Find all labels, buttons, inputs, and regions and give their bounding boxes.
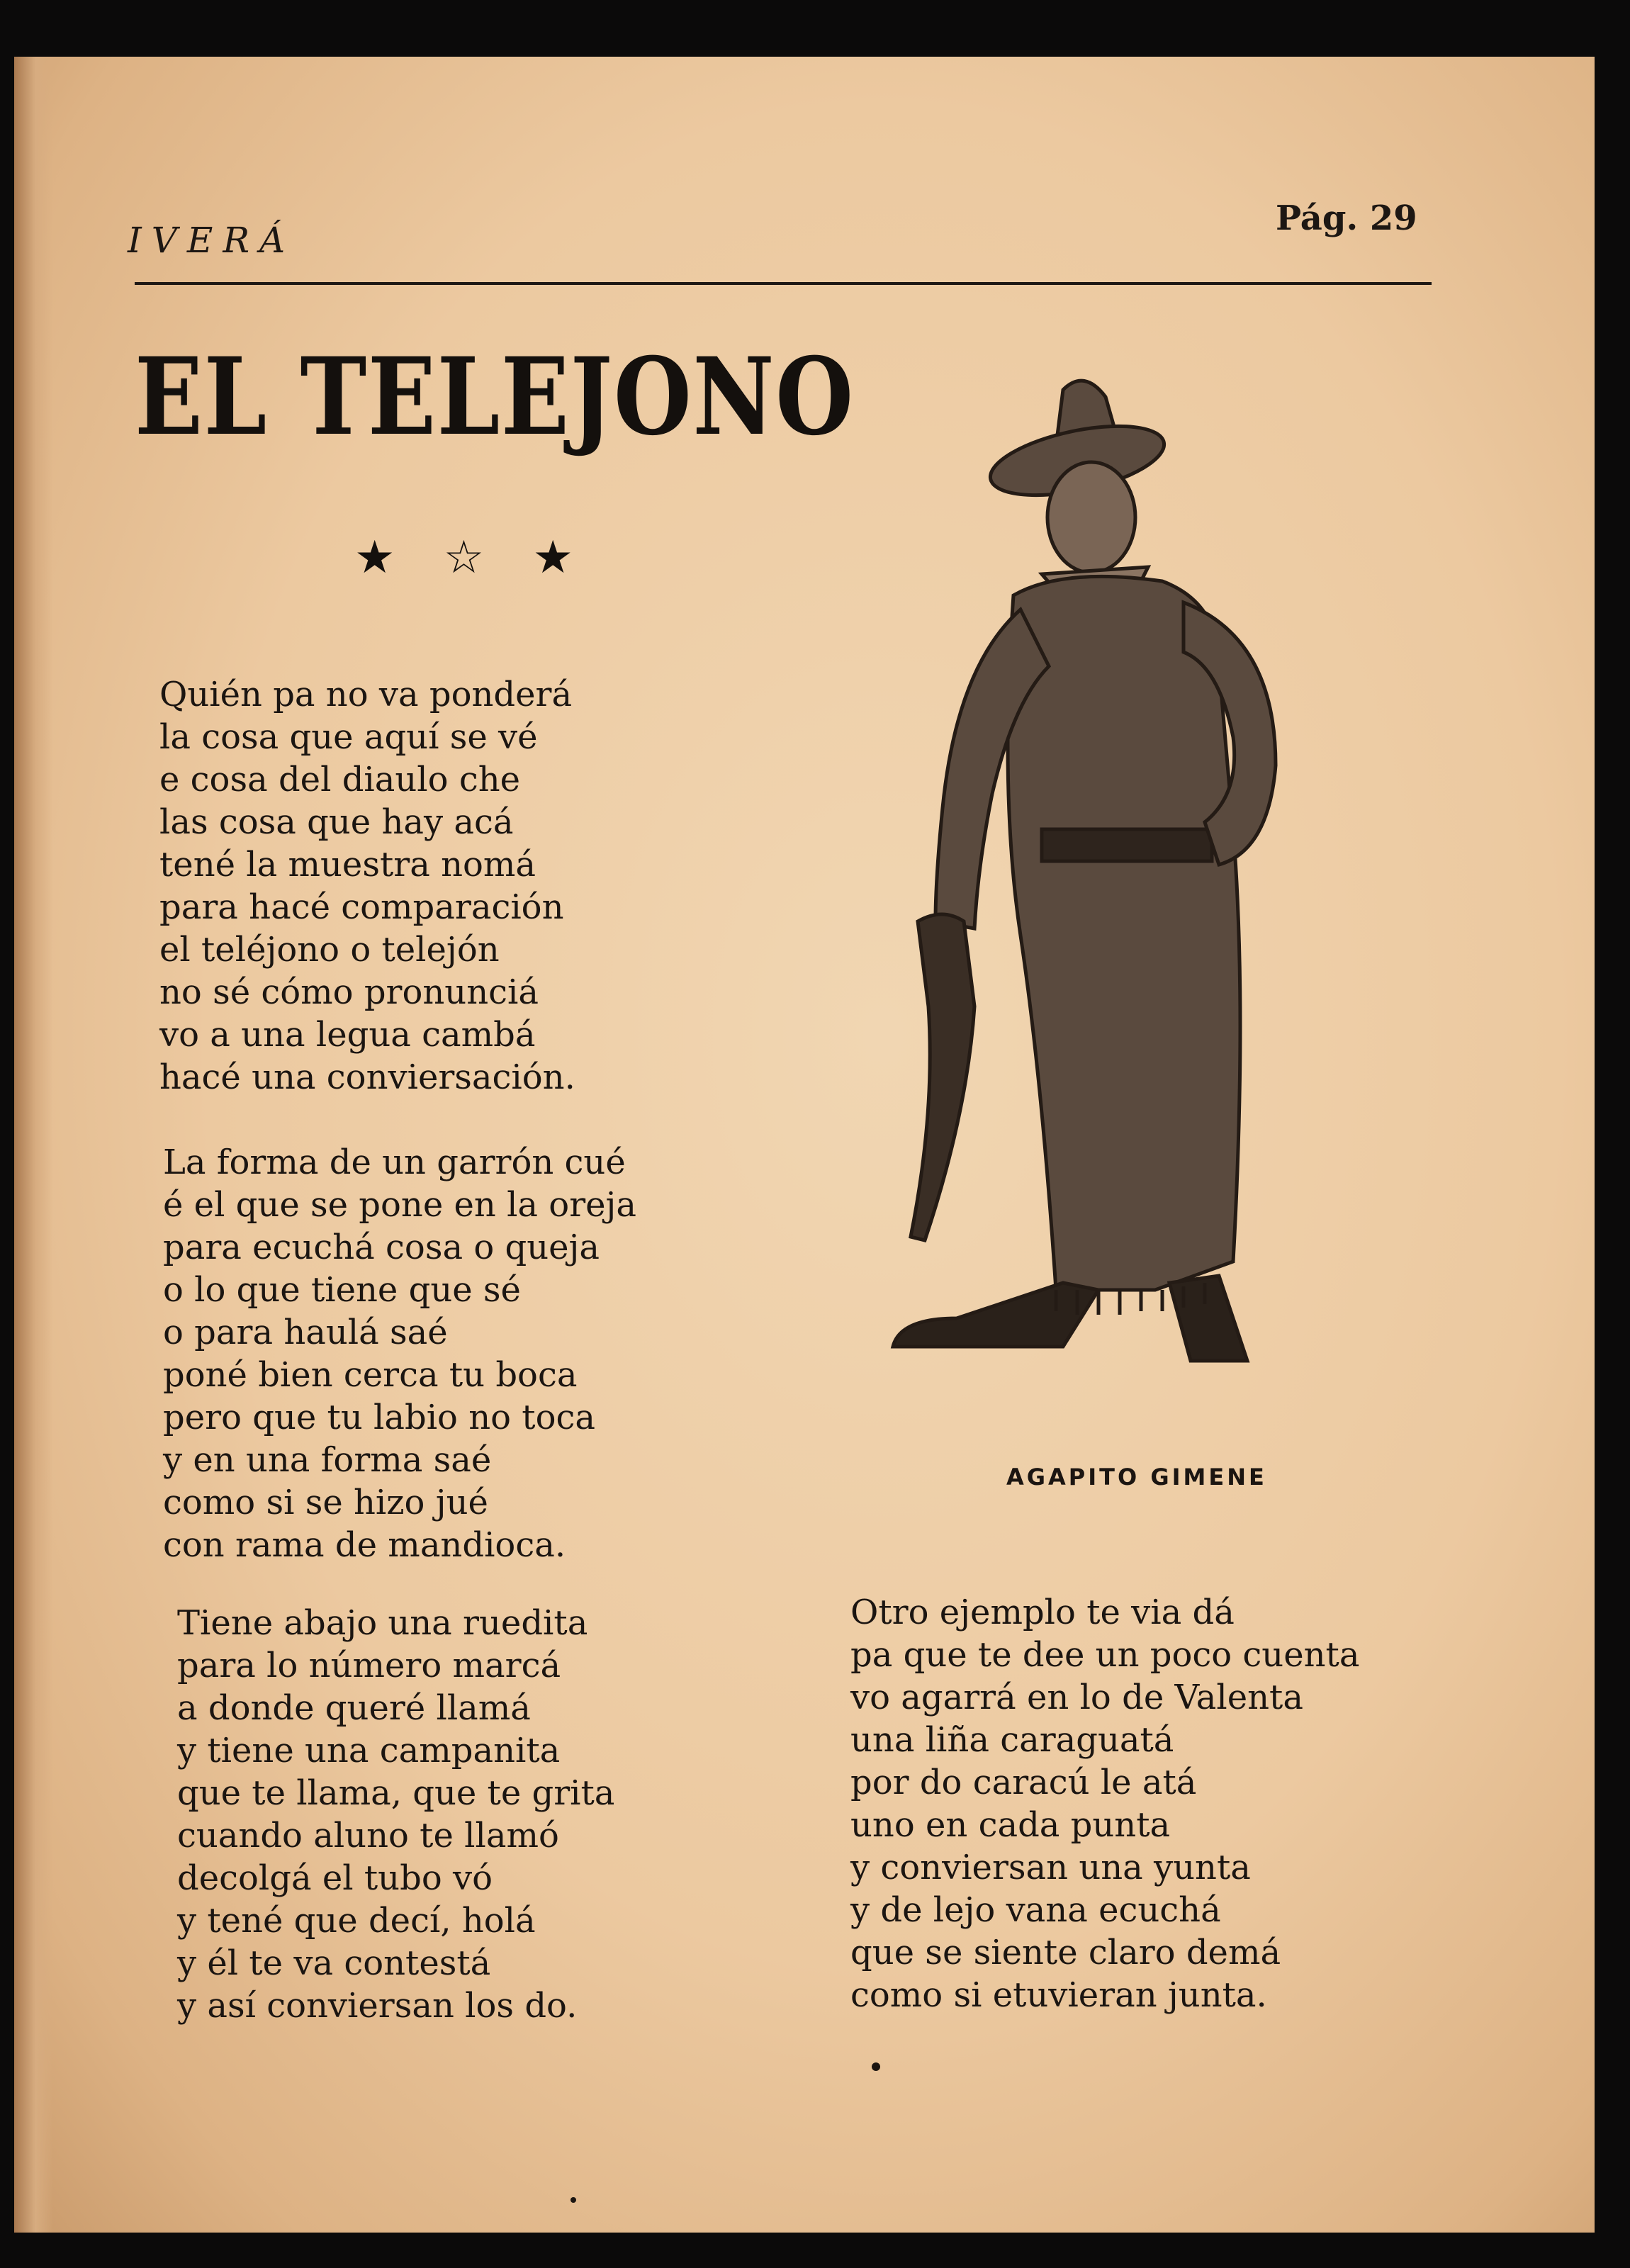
- poem-line: que te llama, que te grita: [177, 1773, 615, 1813]
- poem-line: con rama de mandioca.: [163, 1525, 566, 1565]
- poem-line: pa que te dee un poco cuenta: [850, 1635, 1360, 1675]
- stanza-1: [159, 673, 575, 1099]
- poem-line: o para haulá saé: [163, 1313, 448, 1352]
- stanza-3: [177, 1602, 614, 2027]
- poem-line: La forma de un garrón cué: [163, 1143, 626, 1182]
- poem-line: y en una forma saé: [163, 1440, 492, 1480]
- poem-line: poné bien cerca tu boca: [163, 1355, 578, 1395]
- gaucho-illustration: [850, 369, 1389, 1432]
- poem-line: como si etuvieran junta.: [850, 1975, 1267, 2015]
- poem-line: vo agarrá en lo de Valenta: [850, 1678, 1303, 1717]
- poem-line: por do caracú le atá: [850, 1763, 1197, 1802]
- belt: [1042, 829, 1212, 861]
- face: [1047, 462, 1135, 573]
- poem-line: Quién pa no va ponderá: [159, 675, 573, 714]
- coat: [1008, 576, 1240, 1290]
- star-ornament: ★ ☆ ★: [354, 532, 590, 584]
- poem-line: uno en cada punta: [850, 1805, 1171, 1845]
- header-rule: [135, 282, 1432, 285]
- poem-line: que se siente claro demá: [850, 1933, 1281, 1972]
- poem-line: el teléjono o telejón: [159, 930, 500, 970]
- book-page: [14, 57, 1595, 2233]
- stanza-4: [850, 1591, 1359, 2016]
- poem-line: para hacé comparación: [159, 887, 564, 927]
- poem-title: EL TELEJONO: [135, 335, 855, 459]
- poem-line: y de lejo vana ecuchá: [850, 1890, 1221, 1930]
- poem-line: para lo número marcá: [177, 1646, 561, 1685]
- stanza-2: [163, 1141, 636, 1566]
- poem-line: no sé cómo pronunciá: [159, 972, 539, 1012]
- poem-line: para ecuchá cosa o queja: [163, 1228, 600, 1267]
- poem-line: una liña caraguatá: [850, 1720, 1174, 1760]
- whip: [911, 914, 974, 1240]
- poem-line: y conviersan una yunta: [850, 1848, 1251, 1887]
- poem-line: y tené que decí, holá: [177, 1901, 536, 1941]
- poem-line: é el que se pone en la oreja: [163, 1185, 637, 1225]
- page-number: Pág. 29: [1276, 198, 1417, 238]
- poem-line: o lo que tiene que sé: [163, 1270, 521, 1310]
- left-boot: [893, 1283, 1098, 1347]
- poem-line: como si se hizo jué: [163, 1483, 488, 1522]
- poem-line: vo a una legua cambá: [159, 1015, 536, 1055]
- poem-line: decolgá el tubo vó: [177, 1858, 493, 1898]
- ink-speck: [570, 2197, 576, 2203]
- poem-line: y así conviersan los do.: [177, 1986, 578, 2026]
- poem-line: las cosa que hay acá: [159, 802, 514, 842]
- illustration-caption: AGAPITO GIMENE: [1006, 1464, 1267, 1491]
- poem-line: a donde queré llamá: [177, 1688, 531, 1728]
- poem-line: tené la muestra nomá: [159, 845, 536, 885]
- page-gutter-shadow: [14, 57, 53, 2233]
- poem-line: hacé una conviersación.: [159, 1057, 575, 1097]
- ink-speck: [872, 2062, 880, 2071]
- poem-line: Tiene abajo una ruedita: [177, 1603, 588, 1643]
- poem-line: pero que tu labio no toca: [163, 1398, 595, 1437]
- poem-line: e cosa del diaulo che: [159, 760, 521, 799]
- right-boot: [1169, 1276, 1247, 1361]
- poem-line: la cosa que aquí se vé: [159, 717, 538, 757]
- poem-line: Otro ejemplo te via dá: [850, 1593, 1235, 1632]
- running-title: IVERÁ: [128, 220, 296, 261]
- poem-line: cuando aluno te llamó: [177, 1816, 559, 1856]
- poem-line: y tiene una campanita: [177, 1731, 561, 1770]
- poem-line: y él te va contestá: [177, 1943, 491, 1983]
